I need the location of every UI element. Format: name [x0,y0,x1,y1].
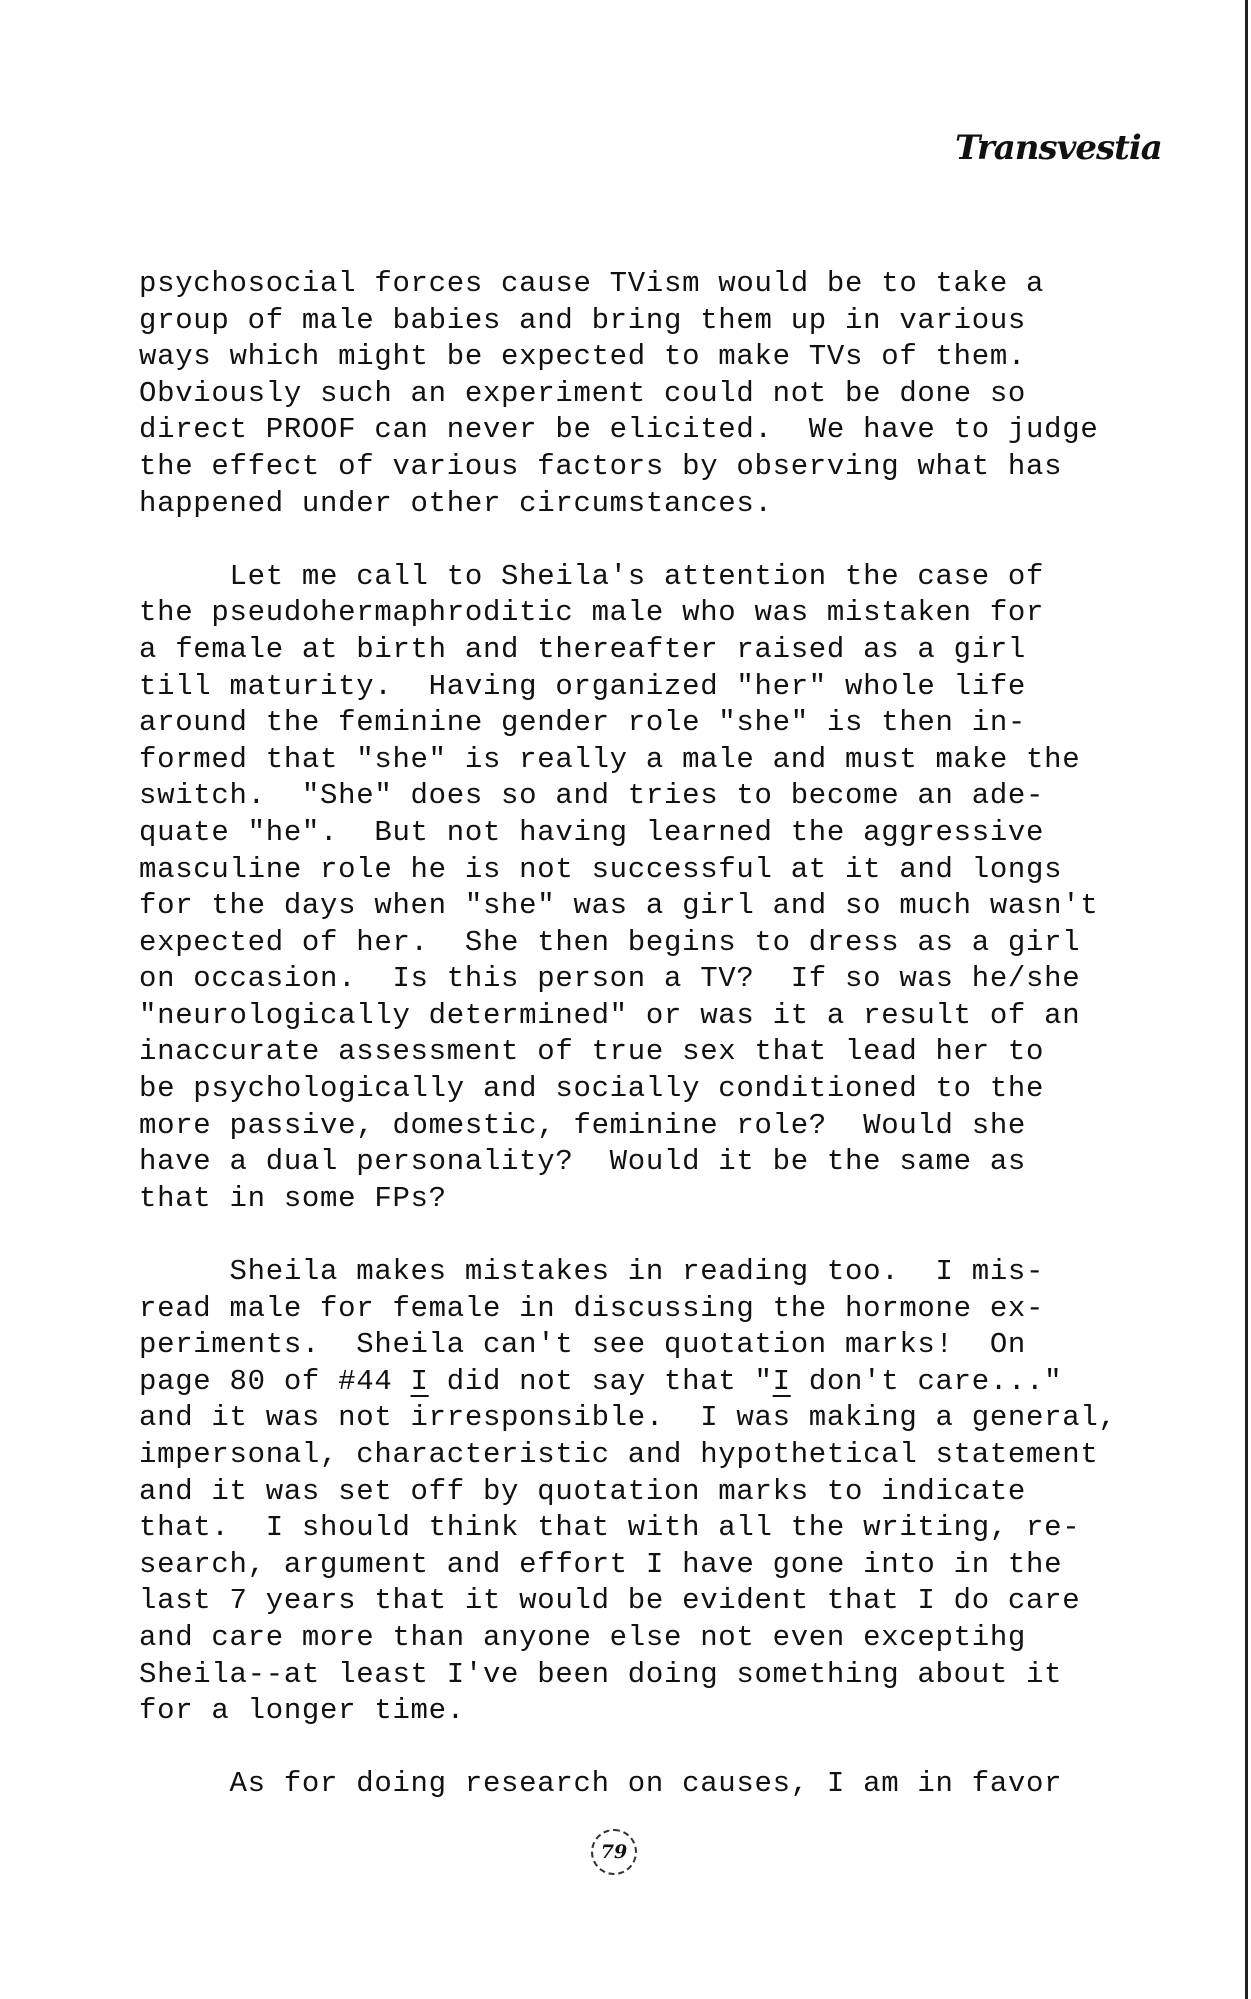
text-line: on occasion. Is this person a TV? If so was he/she [139,962,1081,996]
text-segment: page 80 of #44 [139,1364,411,1398]
text-segment: don't care..." [790,1364,1063,1398]
underlined-text: I [410,1364,429,1398]
text-line: have a dual personality? Would it be the same as [139,1145,1027,1179]
text-line: a female at birth and thereafter raised as a girl [139,632,1027,666]
text-line: and care more than anyone else not even exceptihg [139,1620,1027,1654]
text-line [139,1364,1117,1401]
text-line: that in some FPs? [139,1181,447,1215]
text-line: quate "he". But not having learned the aggressive [139,815,1045,849]
text-line: inaccurate assessment of true sex that lead her to [139,1035,1045,1069]
text-line: the pseudohermaphroditic male who was mistaken for [139,596,1045,630]
masthead-logo: Transvestia [955,128,1162,168]
text-line: masculine role he is not successful at it and longs [139,852,1063,886]
paragraph-gap [139,1730,1117,1767]
text-line: switch. "She" does so and tries to become an ade- [139,779,1045,813]
text-line: impersonal, characteristic and hypothetical statement [139,1438,1099,1471]
underlined-text: I [772,1364,791,1398]
text-line: last 7 years that it would be evident that I do care [139,1584,1081,1618]
text-line: As for doing research on causes, I am in favor [139,1767,1063,1801]
text-segment: did not say that " [428,1364,773,1398]
text-line: for a longer time. [139,1694,465,1728]
text-line: and it was not irresponsible. I was making a general, [139,1401,1117,1435]
text-line: for the days when "she" was a girl and so much wasn't [139,889,1099,923]
paragraph [139,559,1117,1218]
text-line: psychosocial forces cause TVism would be to take a [139,267,1045,300]
text-line: direct PROOF can never be elicited. We have to judge [139,413,1099,447]
body-text [139,266,1117,1803]
page-edge-border [1245,0,1248,1999]
text-line: group of male babies and bring them up in various [139,303,1027,337]
text-line: Sheila makes mistakes in reading too. I mis- [139,1255,1045,1289]
text-line: Let me call to Sheila's attention the case of [139,559,1045,593]
text-line: ways which might be expected to make TVs of them. [139,340,1027,374]
paragraph [139,266,1117,522]
text-line: expected of her. She then begins to dress as a girl [139,925,1081,959]
text-line: search, argument and effort I have gone into in the [139,1547,1063,1581]
text-line: the effect of various factors by observing what has [139,449,1063,483]
paragraph [139,1254,1117,1730]
paragraph [139,1766,1117,1803]
page-number: 79 [591,1829,637,1875]
text-line: "neurologically determined" or was it a result of an [139,998,1081,1032]
text-line: more passive, domestic, feminine role? Would she [139,1108,1027,1142]
text-line: that. I should think that with all the writing, re- [139,1511,1081,1545]
text-line: Obviously such an experiment could not be done so [139,376,1027,410]
text-line: happened under other circumstances. [139,486,773,520]
text-line: periments. Sheila can't see quotation marks! On [139,1328,1027,1362]
text-line: and it was set off by quotation marks to indicate [139,1474,1027,1508]
text-line: around the feminine gender role "she" is then in- [139,706,1027,740]
text-line: Sheila--at least I've been doing something about it [139,1657,1063,1691]
text-line: read male for female in discussing the hormone ex- [139,1291,1045,1325]
text-line: be psychologically and socially conditioned to the [139,1072,1045,1106]
paragraph-gap [139,522,1117,559]
text-line: till maturity. Having organized "her" whole life [139,669,1027,703]
paragraph-gap [139,1217,1117,1254]
text-line: formed that "she" is really a male and must make the [139,742,1081,776]
